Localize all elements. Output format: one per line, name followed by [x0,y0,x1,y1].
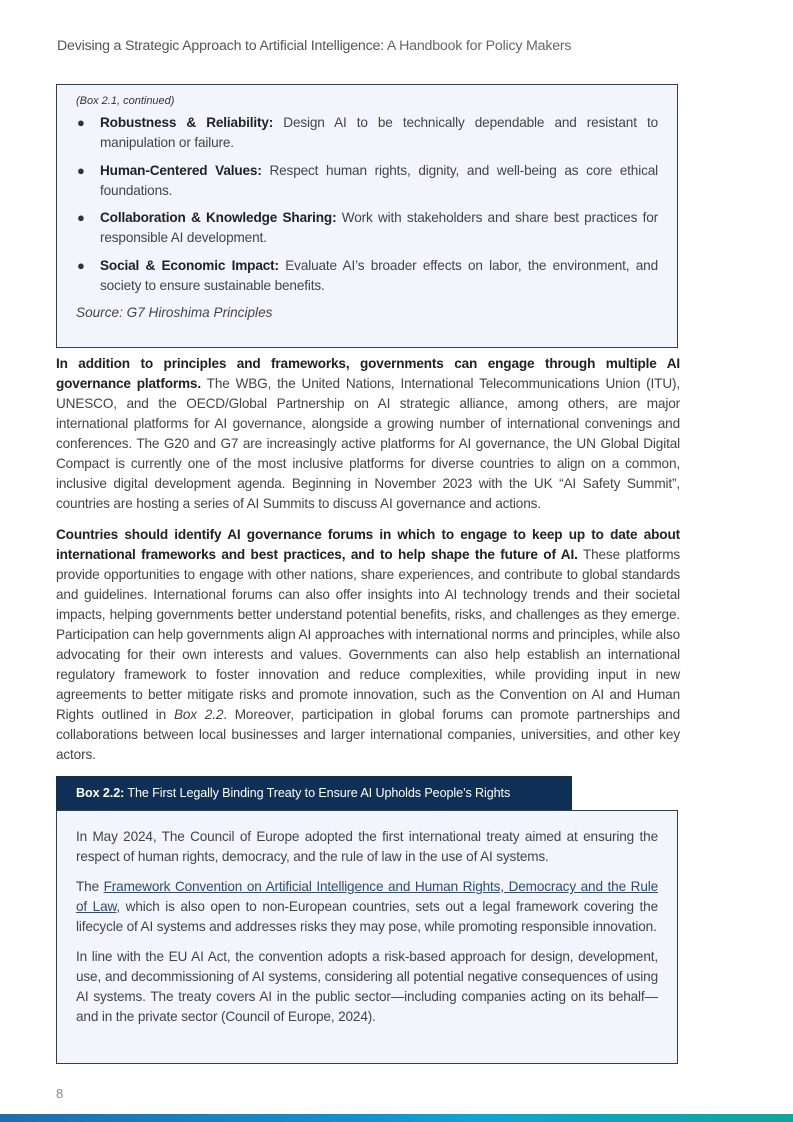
paragraph-lead: In addition to principles and frameworks, governments can engage through multiple AI governance platforms. [56,356,680,391]
box-paragraph: In line with the EU AI Act, the convention adopts a risk-based approach for design, development, use, and decommissioning of AI systems, considering all potential negative consequences of using AI systems. The treaty covers AI in the public sector—including companies acting on its behalf—and in the private sector (Council of Europe, 2024). [76,949,658,1024]
bullet-icon: ● [77,162,85,178]
running-header [57,38,571,54]
paragraph-lead: Countries should identify AI governance forums in which to engage to keep up to date about international frameworks and best practices, and to help shape the future of AI. [56,527,680,562]
list-item [76,161,658,201]
item-text: Design AI to be technically dependable and resistant to manipulation or failure. [100,115,658,150]
running-header-subtitle: A Handbook for Policy Makers [383,38,572,54]
item-text: Work with stakeholders and share best practices for responsible AI development. [100,210,658,245]
item-term: Collaboration & Knowledge Sharing: [100,210,337,225]
list-item [76,113,658,153]
item-text: Evaluate AI’s broader effects on labor, the environment, and society to ensure sustainable benefits. [100,257,658,293]
item-text: Respect human rights, dignity, and well-being as core ethical foundations. [100,162,659,198]
box-2-2-header [56,776,572,810]
paragraph-body-continued: . Moreover, participation in global forums can promote partnerships and collaborations between local businesses and larger international companies, universities, and other key actors. [56,707,680,762]
page-number: 8 [56,1086,64,1101]
footer-gradient-bar [0,1114,793,1122]
list-item [76,256,658,296]
box-paragraph: In May 2024, The Council of Europe adopted the first international treaty aimed at ensuring the respect of human rights, democracy, and the rule of law in the use of AI systems. [76,829,658,864]
item-term: Human-Centered Values: [100,162,262,178]
paragraph-governance-forums [56,525,680,765]
item-term: Social & Economic Impact: [100,257,279,273]
box-title-text: The First Legally Binding Treaty to Ensure AI Upholds People’s Rights [124,786,511,800]
principles-list [76,113,658,296]
paragraph-body: The WBG, the United Nations, International Telecommunications Union (ITU), UNESCO, and the OECD/Global Partnership on AI strategic alliance, among others, are major international platforms for AI governance, alongside a growing number of international convenings and conferences. The G20 and G7 are increasingly active platforms for AI governance, the UN Global Digital Compact is currently one of the most inclusive platforms for diverse countries to align on a common, inclusive digital development agenda. Beginning in November 2023 with the UK “AI Safety Summit”, countries are hosting a series of AI Summits to discuss AI governance and actions. [56,376,680,511]
box-text: The [76,879,104,894]
item-term: Robustness & Reliability: [100,115,274,130]
list-item [76,208,658,248]
box-text: , which is also open to non-European countries, sets out a legal framework covering the lifecycle of AI systems and addresses risks they may pose, while promoting responsible innovation. [76,899,658,934]
running-header-title: Devising a Strategic Approach to Artificial Intelligence: [57,38,384,54]
box-title-label: Box 2.2: [76,786,125,800]
bullet-icon: ● [77,257,85,273]
paragraph-body: These platforms provide opportunities to engage with other nations, share experiences, and contribute to global standards and guidelines. International forums can also offer insights into AI technology trends and their societal impacts, helping governments better understand potential benefits, risks, and challenges as they emerge. Participation can help governments align AI approaches with international norms and principles, while also advocating for their own interests and values. Governments can also help establish an international regulatory framework to foster innovation and reduce complexities, while providing input in new agreements to better mitigate risks and promote innovation, such as the Convention on AI and Human Rights outlined in [56,547,681,722]
paragraph-governance-platforms [56,354,680,514]
box-reference: Box 2.2 [173,707,224,722]
box-2-2 [56,810,678,1064]
box-paragraph [76,877,658,937]
box-continued-label: (Box 2.1, continued) [76,95,175,107]
framework-convention-link[interactable]: Framework Convention on Artificial Intelligence and Human Rights, Democracy and the Rule of Law [76,879,659,914]
box-2-1-continued [56,84,678,348]
bullet-icon: ● [77,115,85,130]
box-source: Source: G7 Hiroshima Principles [76,304,273,320]
bullet-icon: ● [77,210,85,225]
